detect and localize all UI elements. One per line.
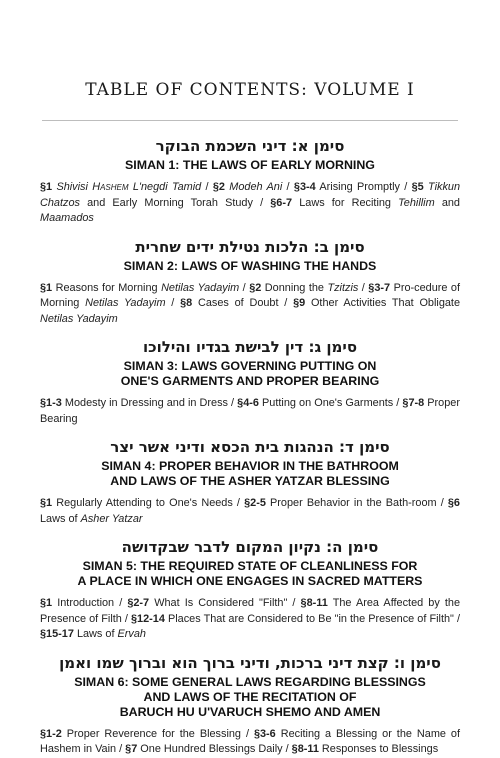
entry-text: Introduction / (52, 597, 128, 609)
entry-text: Reciting a Blessing or the Name of Hashem in Vain / (40, 727, 460, 755)
entry-text: Responses to Blessings (318, 743, 439, 755)
paragraph-number: §1-2 (40, 727, 62, 740)
siman-heading-line: A PLACE IN WHICH ONE ENGAGES IN SACRED MATTERS (77, 574, 423, 588)
siman-heading (40, 675, 460, 720)
entry-text: Places That are Considered to Be "in the Presence of Filth" / (164, 612, 460, 625)
toc-sections (40, 136, 460, 758)
paragraph-number: §1 (40, 597, 53, 609)
page-title: TABLE OF CONTENTS: VOLUME I (85, 80, 415, 100)
entry-text: Putting on One's Garments / (258, 397, 403, 409)
siman-heading-line: SIMAN 4: PROPER BEHAVIOR IN THE BATHROOM (101, 459, 399, 473)
entry-text: Tzitzis (327, 281, 359, 294)
entry-text: Proper Reverence for the Blessing / (61, 727, 254, 740)
hebrew-heading: סימן ב: הלכות נטילת ידים שחרית (135, 237, 365, 256)
entry-text: Maamados (40, 212, 94, 224)
paragraph-number: §7-8 (402, 397, 425, 409)
siman-heading (40, 459, 460, 489)
paragraph-number: §8-11 (291, 743, 319, 755)
entry-text: The Area Affected by the Presence of Filth / (40, 597, 460, 625)
entry-text: / (165, 297, 181, 309)
entry-text: Netilas Yadayim (161, 281, 240, 294)
paragraph-number: §7 (125, 743, 138, 755)
entry-text: Hashem (92, 181, 129, 193)
siman-heading-line: SIMAN 2: LAWS OF WASHING THE HANDS (123, 258, 377, 273)
section-entries (40, 281, 460, 328)
siman-heading (40, 158, 460, 173)
entry-text: / (201, 181, 213, 193)
title-divider (42, 120, 458, 121)
toc-section (40, 337, 460, 427)
paragraph-number: §4-6 (237, 397, 259, 409)
paragraph-number: §8 (180, 297, 193, 309)
siman-heading-line: BARUCH HU U'VARUCH SHEMO AND AMEN (119, 704, 381, 719)
toc-section (40, 537, 460, 643)
entry-text: Pro-cedure of Morning (40, 281, 461, 309)
entry-text: / (358, 281, 369, 294)
section-entries (40, 496, 460, 527)
paragraph-number: §6 (447, 497, 460, 509)
entry-text: One Hundred Blessings Daily / (137, 743, 292, 755)
siman-heading-line: SIMAN 1: THE LAWS OF EARLY MORNING (125, 158, 375, 172)
siman-heading-line: ONE'S GARMENTS AND PROPER BEARING (120, 374, 380, 388)
entry-text: Other Activities That Obligate (305, 297, 461, 309)
entry-text: Shivisi (56, 181, 88, 193)
entry-text: Laws of (73, 628, 118, 640)
entry-text: Modeh Ani (229, 181, 283, 193)
entry-text: Tikkun Chatzos (40, 181, 461, 209)
siman-heading (40, 259, 460, 274)
section-entries (40, 596, 460, 643)
siman-heading-line: AND LAWS OF THE ASHER YATZAR BLESSING (110, 474, 390, 488)
paragraph-number: §3-4 (293, 181, 316, 193)
siman-heading-line: SIMAN 3: LAWS GOVERNING PUTTING ON (123, 359, 377, 373)
entry-text: and Early Morning Torah Study / (79, 196, 271, 209)
entry-text: Regularly Attending to One's Needs / (52, 497, 245, 509)
paragraph-number: §1-3 (40, 397, 62, 409)
paragraph-number: §3-7 (368, 281, 391, 294)
paragraph-number: §5 (411, 181, 424, 193)
paragraph-number: §1 (40, 497, 53, 509)
entry-text: What Is Considered "Filth" / (149, 597, 301, 609)
entry-text: Donning the (261, 281, 328, 294)
toc-section (40, 653, 460, 758)
paragraph-number: §2 (212, 181, 225, 193)
entry-text: Netilas Yadayim (85, 297, 166, 309)
entry-text: Proper Bearing (40, 397, 460, 425)
paragraph-number: §8-11 (300, 597, 328, 609)
entry-text: / (282, 181, 294, 193)
siman-heading (40, 359, 460, 389)
toc-section (40, 136, 460, 227)
paragraph-number: §12-14 (131, 612, 165, 625)
paragraph-number: §1 (40, 181, 53, 193)
entry-text: Proper Behavior in the Bath-room / (265, 497, 448, 509)
entry-text: Arising Promptly / (315, 181, 412, 193)
paragraph-number: §2-5 (244, 497, 266, 509)
hebrew-heading: סימן ה: נקיון המקום לדבר שבקדושה (121, 538, 379, 556)
entry-text: Laws for Reciting (292, 196, 399, 209)
entry-text: Netilas Yadayim (40, 312, 118, 325)
hebrew-heading: סימן ו: קצת דיני ברכות, ודיני ברוך הוא וברוך שמו ואמן (59, 653, 441, 672)
entry-text: Ervah (117, 628, 146, 640)
entry-text: Cases of Doubt / (192, 297, 294, 309)
entry-text: Laws of (40, 512, 81, 525)
entry-text: L'negdi Tamid (128, 181, 202, 193)
siman-heading-line: SIMAN 6: SOME GENERAL LAWS REGARDING BLESSINGS (74, 674, 426, 689)
entry-text: and (434, 196, 460, 209)
siman-heading-line: AND LAWS OF THE RECITATION OF (143, 689, 357, 704)
entry-text: Tehillim (398, 196, 435, 209)
paragraph-number: §2 (249, 281, 262, 294)
siman-heading (40, 559, 460, 589)
paragraph-number: §15-17 (40, 628, 74, 640)
toc-section (40, 437, 460, 527)
entry-text: Asher Yatzar (80, 512, 143, 525)
hebrew-heading: סימן א: דיני השכמת הבוקר (155, 137, 345, 155)
paragraph-number: §1 (40, 281, 53, 294)
paragraph-number: §3-6 (253, 727, 276, 740)
paragraph-number: §6-7 (270, 196, 293, 209)
hebrew-heading: סימן ד: הנהגות בית הכסא ודיני אשר יצר (110, 438, 390, 456)
entry-text: / (239, 281, 250, 294)
hebrew-heading: סימן ג: דין לבישת בגדיו והילוכו (142, 338, 358, 356)
toc-section (40, 237, 460, 328)
section-entries (40, 396, 460, 427)
section-entries (40, 727, 460, 758)
paragraph-number: §9 (293, 297, 306, 309)
entry-text: Reasons for Morning (52, 281, 162, 294)
section-entries (40, 180, 460, 227)
siman-heading-line: SIMAN 5: THE REQUIRED STATE OF CLEANLINESS FOR (82, 559, 418, 573)
entry-text: Modesty in Dressing and in Dress / (61, 397, 238, 409)
paragraph-number: §2-7 (127, 597, 150, 609)
